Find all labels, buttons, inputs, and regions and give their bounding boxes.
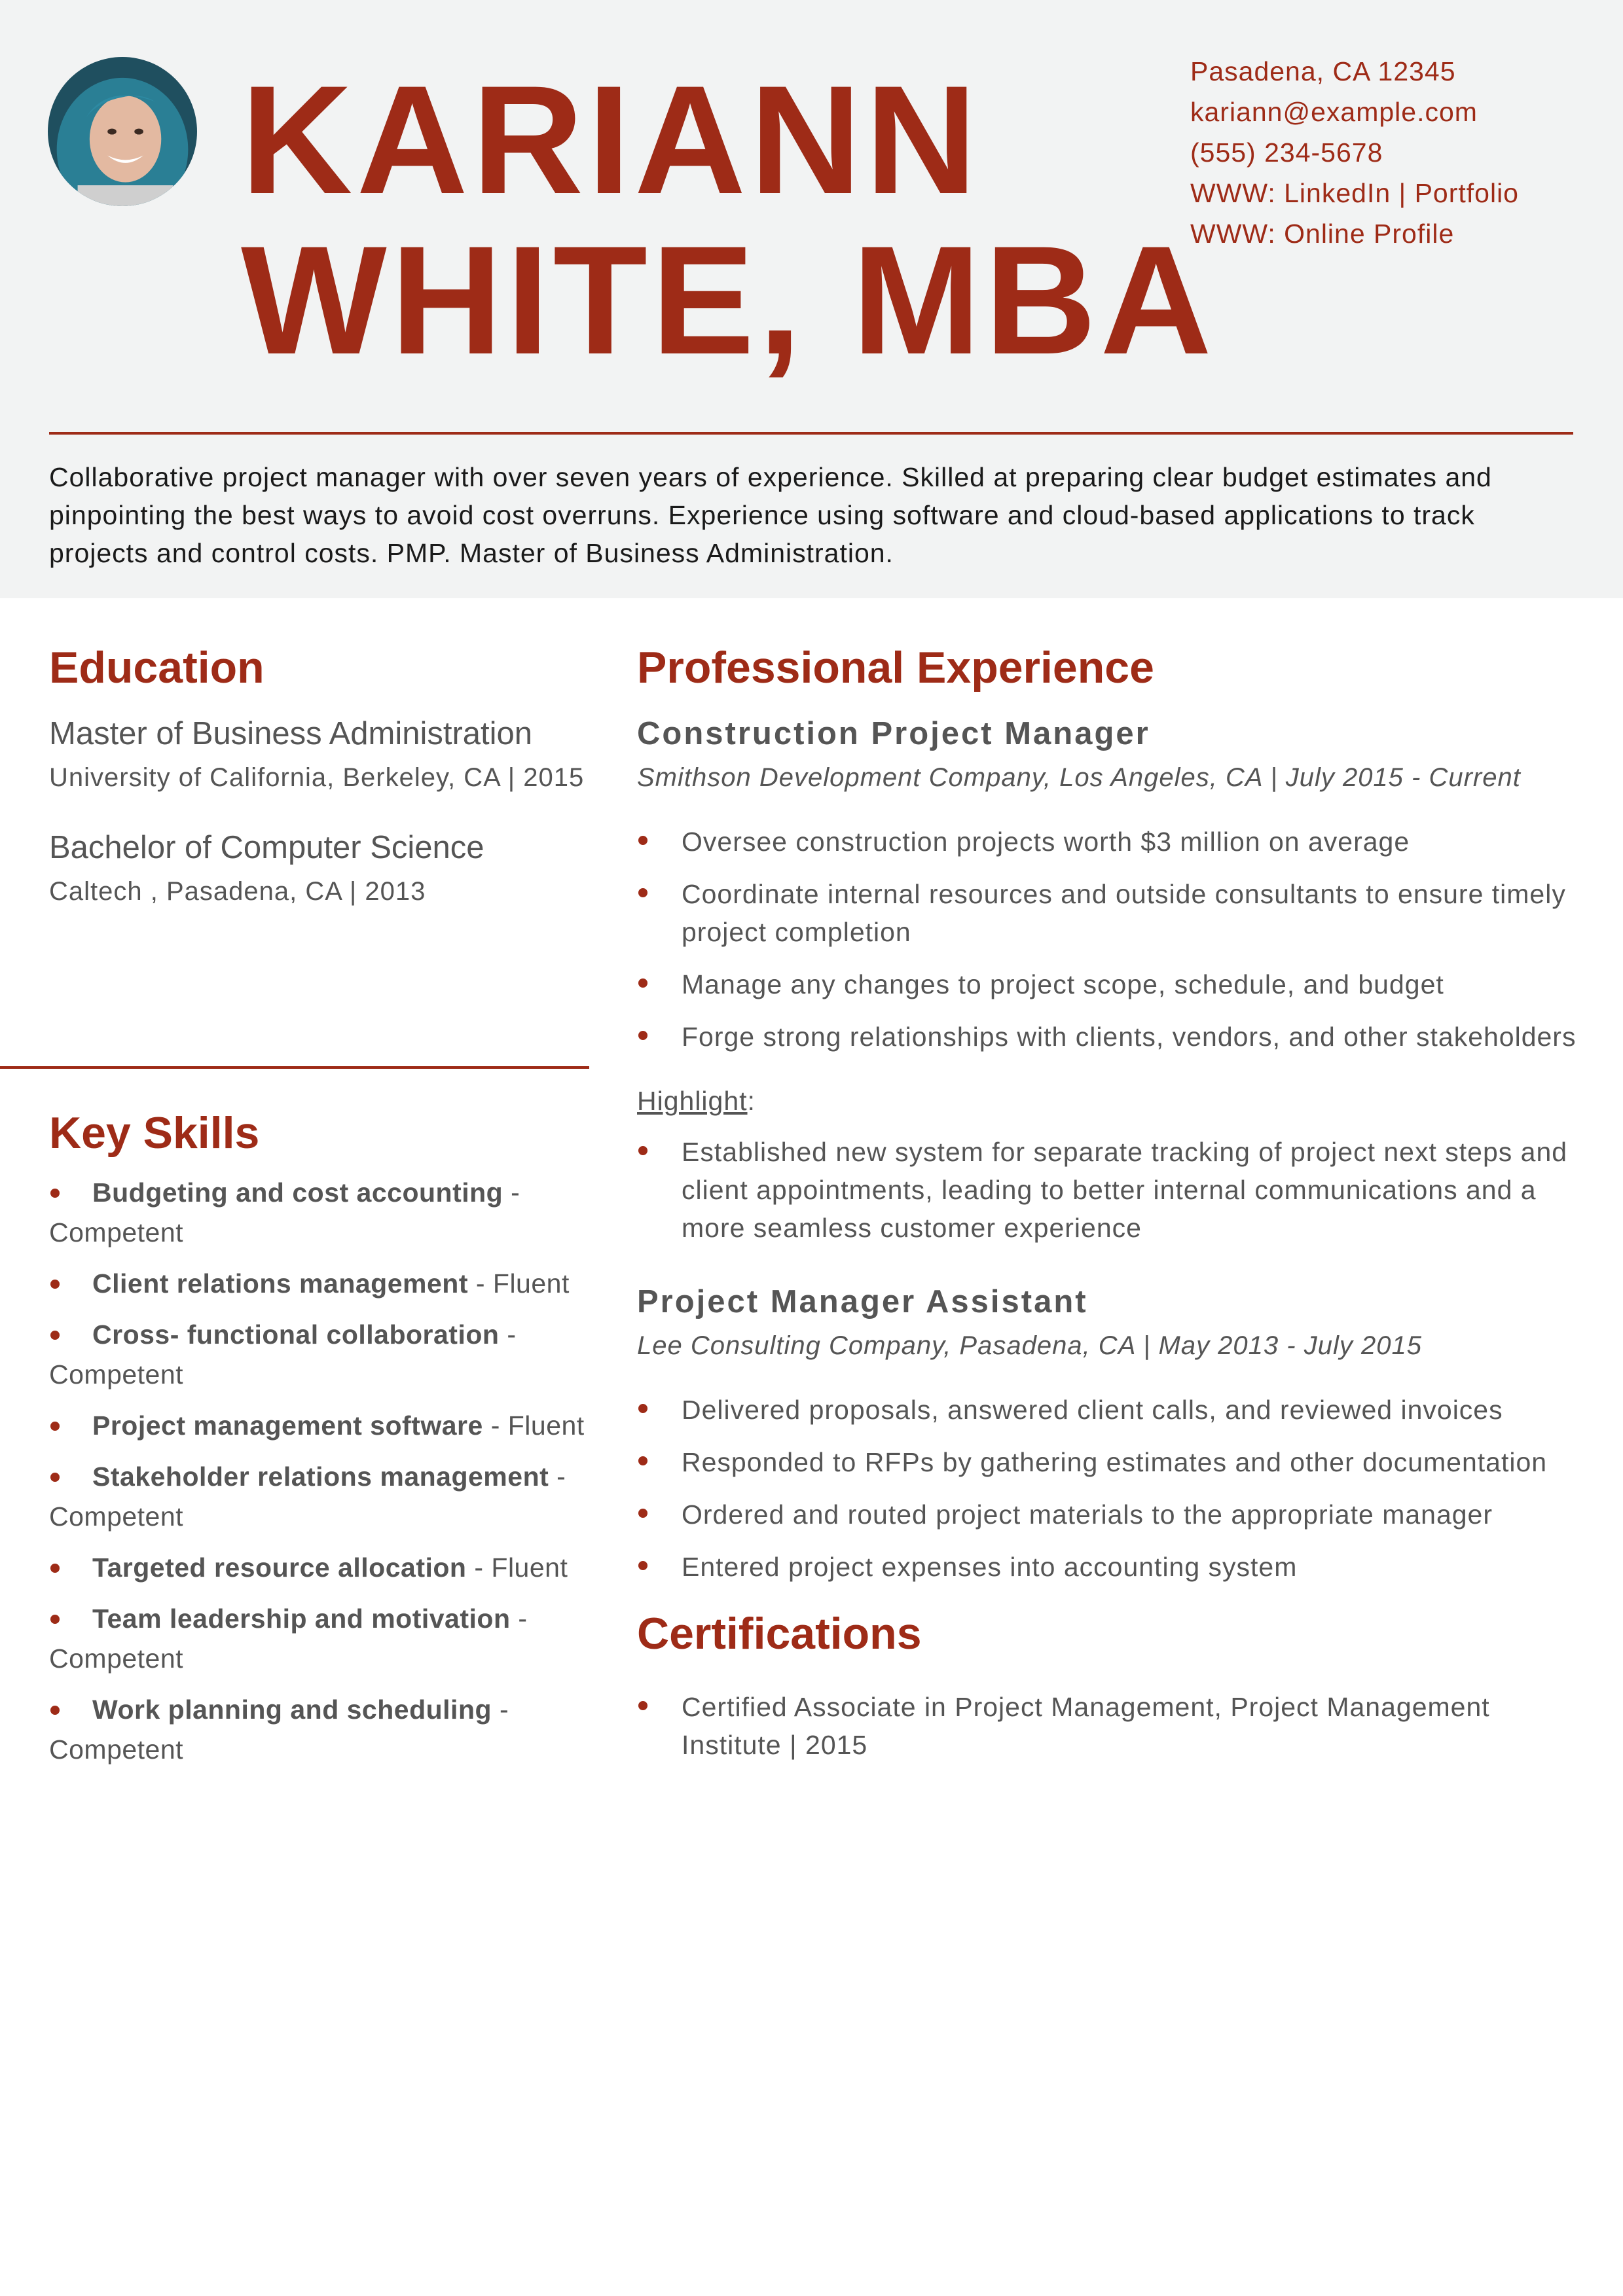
skill-name: Budgeting and cost accounting [92, 1177, 503, 1208]
skill-item [49, 1599, 586, 1679]
skill-name: Team leadership and motivation [92, 1604, 511, 1634]
job-bullet: Delivered proposals, answered client calls, and reviewed invoices [637, 1391, 1580, 1429]
skill-item [49, 1548, 586, 1588]
bullet-icon [638, 1031, 647, 1040]
education-item [49, 709, 586, 797]
bullet-icon [50, 1473, 60, 1482]
skill-level: - Fluent [483, 1410, 585, 1441]
skill-name: Targeted resource allocation [92, 1552, 467, 1583]
bullet-icon [50, 1564, 60, 1573]
contact-profile[interactable]: WWW: Online Profile [1190, 219, 1455, 249]
skill-item [49, 1406, 586, 1446]
bullet-icon [50, 1331, 60, 1340]
contact-email[interactable]: kariann@example.com [1190, 97, 1478, 127]
skill-level: - Fluent [466, 1552, 568, 1583]
name-line-2: WHITE, MBA [241, 214, 1216, 387]
contact-links[interactable]: WWW: LinkedIn | Portfolio [1190, 178, 1519, 208]
certification-item: Certified Associate in Project Management, Project Management Institute | 2015 [637, 1688, 1580, 1764]
bullet-icon [638, 1146, 647, 1155]
bullet-icon [638, 1456, 647, 1465]
skill-item [49, 1264, 586, 1304]
contact-list [1190, 51, 1519, 254]
job-bullets [637, 823, 1580, 1056]
bullet-icon [638, 1561, 647, 1570]
job-bullets [637, 1391, 1580, 1586]
skill-level: - Competent [49, 1319, 517, 1390]
professional-summary: Collaborative project manager with over seven years of experience. Skilled at preparing clear budget estimates and pinpointing the best ways to avoid cost overruns. Experience using software and cloud-based applications to track projects and control costs. PMP. Master of Business Administration. [49, 462, 1492, 568]
skill-level: - Competent [49, 1604, 528, 1674]
skill-level: - Competent [49, 1462, 566, 1532]
bullet-icon [50, 1706, 60, 1715]
education-section [49, 638, 586, 910]
header-band [0, 0, 1623, 598]
job-bullet: Entered project expenses into accounting system [637, 1548, 1580, 1586]
candidate-name [241, 54, 1216, 387]
key-skills-heading: Key Skills [49, 1108, 260, 1158]
profile-photo-avatar [48, 57, 197, 206]
job-bullet: Responded to RFPs by gathering estimates and other documentation [637, 1443, 1580, 1481]
skill-level: - Competent [49, 1177, 520, 1247]
certifications-section [637, 1604, 1580, 1764]
skills-list [49, 1173, 586, 1770]
skill-item [49, 1690, 586, 1770]
certifications-heading: Certifications [637, 1609, 922, 1659]
profile-photo-icon [48, 57, 197, 206]
bullet-icon [638, 888, 647, 897]
skill-name: Stakeholder relations management [92, 1462, 549, 1492]
skill-name: Work planning and scheduling [92, 1695, 492, 1725]
education-heading: Education [49, 643, 264, 692]
job-bullet: Coordinate internal resources and outside consultants to ensure timely project completion [637, 875, 1580, 951]
skill-item [49, 1457, 586, 1537]
bullet-icon [50, 1280, 60, 1289]
bullet-icon [50, 1615, 60, 1624]
bullet-icon [50, 1422, 60, 1431]
header-divider [49, 432, 1573, 435]
experience-heading: Professional Experience [637, 643, 1154, 692]
highlight-bullets [637, 1133, 1580, 1247]
bullet-icon [638, 1701, 647, 1710]
job-entry [637, 709, 1580, 1247]
key-skills-section [49, 1103, 586, 1781]
degree-title: Master of Business Administration [49, 716, 533, 751]
job-bullet: Oversee construction projects worth $3 million on average [637, 823, 1580, 861]
highlight-label: Highlight: [637, 1086, 756, 1116]
certifications-list [637, 1688, 1580, 1764]
degree-title: Bachelor of Computer Science [49, 830, 484, 865]
skill-name: Project management software [92, 1410, 483, 1441]
job-title: Construction Project Manager [637, 716, 1150, 751]
job-title: Project Manager Assistant [637, 1284, 1088, 1319]
skill-name: Cross- functional collaboration [92, 1319, 500, 1350]
job-bullet: Forge strong relationships with clients, vendors, and other stakeholders [637, 1018, 1580, 1056]
skill-name: Client relations management [92, 1268, 468, 1299]
skill-item [49, 1173, 586, 1253]
bullet-icon [638, 1509, 647, 1518]
education-item [49, 823, 586, 910]
name-line-1: KARIANN [241, 54, 981, 226]
job-entry [637, 1277, 1580, 1586]
bullet-icon [638, 836, 647, 845]
highlight-bullet: Established new system for separate tracking of project next steps and client appointments, leading to better internal communications and a more seamless customer experience [637, 1133, 1580, 1247]
experience-section [637, 638, 1580, 1778]
job-bullet: Ordered and routed project materials to the appropriate manager [637, 1496, 1580, 1534]
job-bullet: Manage any changes to project scope, schedule, and budget [637, 965, 1580, 1003]
degree-meta: University of California, Berkeley, CA | 2015 [49, 763, 585, 792]
contact-location: Pasadena, CA 12345 [1190, 56, 1456, 86]
contact-phone[interactable]: (555) 234-5678 [1190, 137, 1383, 168]
skill-item [49, 1315, 586, 1395]
bullet-icon [50, 1189, 60, 1198]
bullet-icon [638, 1404, 647, 1413]
bullet-icon [638, 978, 647, 988]
job-meta: Lee Consulting Company, Pasadena, CA | May 2013 - July 2015 [637, 1331, 1422, 1360]
job-meta: Smithson Development Company, Los Angeles, CA | July 2015 - Current [637, 763, 1521, 792]
skill-level: - Fluent [467, 1268, 570, 1299]
left-column-divider [0, 1066, 589, 1069]
degree-meta: Caltech , Pasadena, CA | 2013 [49, 877, 426, 906]
skill-level: - Competent [49, 1695, 509, 1765]
